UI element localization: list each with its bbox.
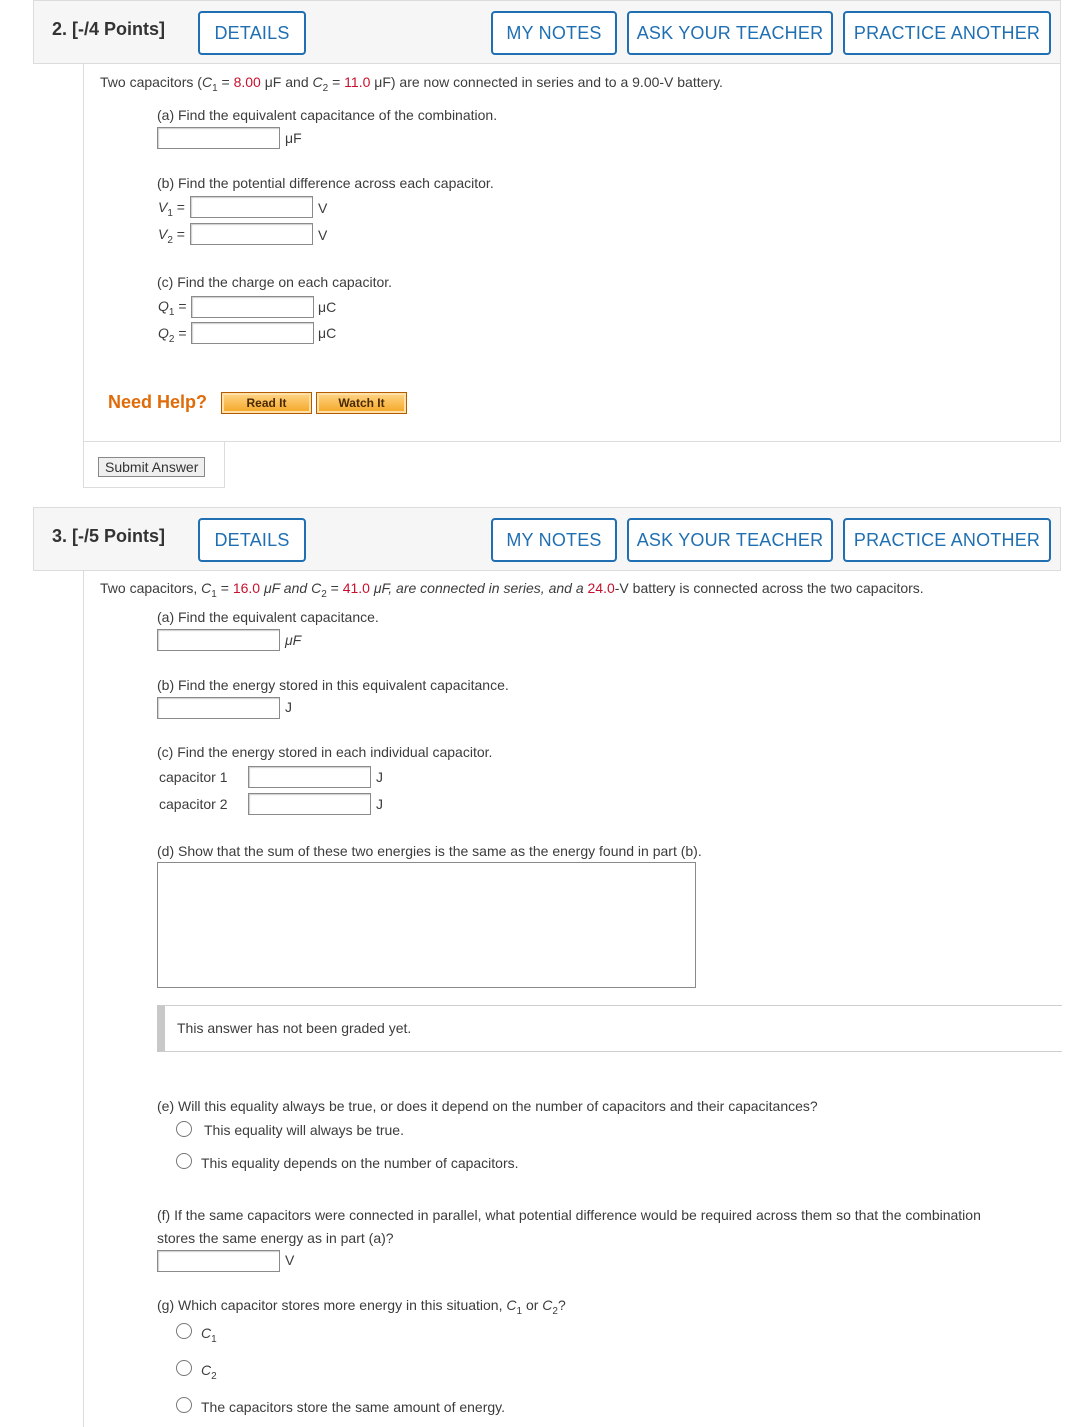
q3-capacitor1-unit: J — [376, 769, 383, 785]
q3-capacitor2-label: capacitor 2 — [159, 796, 228, 812]
submit-answer-button[interactable]: Submit Answer — [98, 457, 205, 477]
q2-ask-teacher-button[interactable]: ASK YOUR TEACHER — [627, 11, 833, 55]
q3-part-b-unit: J — [285, 699, 292, 715]
q2-v2-label: $V_2$ = — [158, 226, 185, 246]
q2-number: 2. [-/4 Points] — [52, 19, 166, 39]
q2-q1-input[interactable] — [191, 296, 314, 318]
read-it-button[interactable]: Read It — [221, 392, 312, 414]
q3-part-b-input[interactable] — [157, 697, 280, 719]
q3-part-b-label: (b) Find the energy stored in this equivalent capacitance. — [157, 677, 509, 693]
q3-number: 3. [-/5 Points] — [52, 526, 166, 546]
q3-my-notes-button[interactable]: MY NOTES — [491, 518, 617, 562]
q3-g-option-c1-label: $C_1$ — [201, 1325, 217, 1345]
q2-practice-another-button[interactable]: PRACTICE ANOTHER — [843, 11, 1051, 55]
q3-practice-another-button[interactable]: PRACTICE ANOTHER — [843, 518, 1051, 562]
watch-it-button[interactable]: Watch It — [316, 392, 407, 414]
q3-part-a-input[interactable] — [157, 629, 280, 651]
q3-part-g-label: (g) Which capacitor stores more energy in this situation, $C_1$ or $C_2$? — [157, 1297, 566, 1317]
q2-q2-unit: μC — [318, 325, 337, 341]
q2-v2-input[interactable] — [190, 223, 313, 245]
q2-prompt: Two capacitors ($C_1 = 8.00$ μF and $C_2 = 11.0$ μF) are now connected in series and to a 9.00-V battery. — [100, 74, 723, 94]
grading-status-box — [157, 1005, 1062, 1052]
q2-details-button[interactable]: DETAILS — [198, 11, 306, 55]
q2-v1-input[interactable] — [190, 196, 313, 218]
q3-details-button[interactable]: DETAILS — [198, 518, 306, 562]
need-help-label: Need Help? — [108, 392, 208, 412]
q2-header — [33, 0, 1061, 64]
q3-prompt: Two capacitors, $C_1 = 16.0$ μF and $C_2 = 41.0$ μF, are connected in series, and a 24.0-V battery is connected across the two capacitors. — [100, 580, 924, 600]
q3-g-option-c2-radio[interactable] — [176, 1360, 192, 1376]
q2-v1-label: $V_1$ = — [158, 199, 185, 219]
q3-part-a-label: (a) Find the equivalent capacitance. — [157, 609, 379, 625]
q3-e-option2-radio[interactable] — [176, 1153, 192, 1169]
q2-part-a-unit: μF — [285, 130, 302, 146]
q3-g-option-same-label: The capacitors store the same amount of energy. — [201, 1399, 506, 1415]
q3-part-f-unit: V — [285, 1252, 295, 1268]
q3-part-d-textarea[interactable] — [157, 862, 696, 988]
q2-v2-unit: V — [318, 227, 328, 243]
q2-part-a-input[interactable] — [157, 127, 280, 149]
q3-capacitor2-unit: J — [376, 796, 383, 812]
q3-header — [33, 507, 1061, 571]
q3-part-d-label: (d) Show that the sum of these two energies is the same as the energy found in part (b). — [157, 843, 702, 859]
q2-q1-label: $Q_1$ = — [158, 298, 187, 318]
q3-ask-teacher-button[interactable]: ASK YOUR TEACHER — [627, 518, 833, 562]
q3-g-option-c1-radio[interactable] — [176, 1323, 192, 1339]
q2-q2-label: $Q_2$ = — [158, 325, 187, 345]
q3-part-c-label: (c) Find the energy stored in each individual capacitor. — [157, 744, 493, 760]
q2-my-notes-button[interactable]: MY NOTES — [491, 11, 617, 55]
q3-part-f-label-line2: stores the same energy as in part (a)? — [157, 1230, 394, 1246]
q3-g-option-same-radio[interactable] — [176, 1397, 192, 1413]
q2-q2-input[interactable] — [191, 322, 314, 344]
q3-part-f-input[interactable] — [157, 1250, 280, 1272]
q3-body-border — [83, 571, 84, 1427]
q3-capacitor1-label: capacitor 1 — [159, 769, 228, 785]
q2-part-b-label: (b) Find the potential difference across each capacitor. — [157, 175, 494, 191]
q3-e-option2-label: This equality depends on the number of capacitors. — [201, 1155, 519, 1171]
grading-status-text: This answer has not been graded yet. — [177, 1020, 412, 1036]
q2-v1-unit: V — [318, 200, 328, 216]
q3-part-f-label-line1: (f) If the same capacitors were connected in parallel, what potential difference would be required across them so that the combination — [157, 1207, 981, 1223]
q3-capacitor1-input[interactable] — [248, 766, 371, 788]
q3-capacitor2-input[interactable] — [248, 793, 371, 815]
q2-part-a-label: (a) Find the equivalent capacitance of the combination. — [157, 107, 498, 123]
q3-e-option1-label: This equality will always be true. — [204, 1122, 404, 1138]
q3-e-option1-radio[interactable] — [176, 1121, 192, 1137]
q3-g-option-c2-label: $C_2$ — [201, 1362, 217, 1382]
q3-part-a-unit: μF — [285, 632, 302, 648]
q3-part-e-label: (e) Will this equality always be true, or does it depend on the number of capacitors and their capacitances? — [157, 1098, 818, 1114]
q2-part-c-label: (c) Find the charge on each capacitor. — [157, 274, 393, 290]
q2-q1-unit: μC — [318, 299, 337, 315]
